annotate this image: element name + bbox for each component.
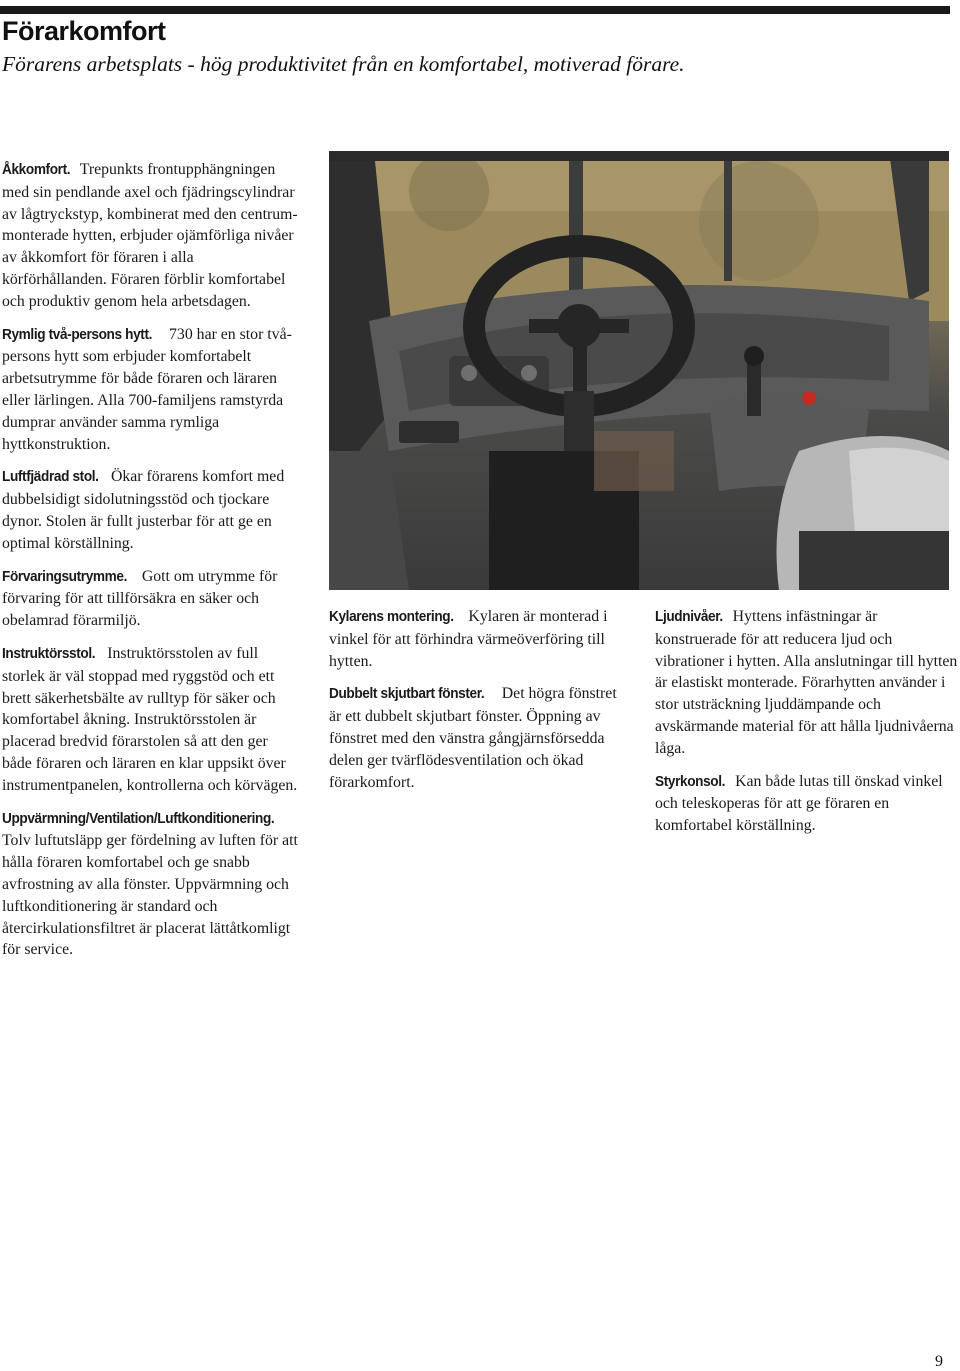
section-heading: Styrkonsol.: [655, 773, 726, 790]
section-text: Gott om utrymme för förvaring för att tillförsäkra en säker och obelamrad förarmiljö.: [2, 567, 278, 630]
section-text: Trepunkts frontupphängningen med sin pendlande axel och fjädringscylindrar av lågtryckstyp, kombinerat med den centrum-monterade hytten, erbjuder ojämförliga nivåer av åkkomfort för föraren i alla körförhållanden. Föraren förblir komfortabel och produktiv genom hela arbetsdagen.: [2, 161, 298, 310]
section-text: Det högra fönstret är ett dubbelt skjutbart fönster. Öppning av fönstret med den vänstra gångjärnsförsedda delen ger tvärflödesventilation och ökad förarkomfort.: [329, 685, 617, 791]
left-column: [2, 159, 298, 961]
section-heading: Uppvärmning/Ventilation/Luftkonditionering.: [2, 810, 275, 827]
page-subtitle: Förarens arbetsplats - hög produktivitet från en komfortabel, motiverad förare.: [2, 52, 685, 76]
section-styrkonsol: [655, 771, 960, 837]
section-skjutbart-fonster: [329, 683, 619, 793]
section-hvac: [2, 808, 298, 962]
page-number: 9: [935, 1353, 943, 1370]
header-rule: [0, 6, 950, 14]
section-akkomfort: [2, 159, 298, 313]
section-heading: Instruktörsstol.: [2, 645, 96, 662]
section-heading: Kylarens montering.: [329, 609, 454, 625]
section-heading: Luftfjädrad stol.: [2, 469, 99, 486]
section-instruktorsstol: [2, 643, 298, 797]
section-luftfjadrad-stol: [2, 466, 298, 554]
section-heading: Förvaringsutrymme.: [2, 568, 128, 585]
middle-column: [329, 606, 619, 793]
section-text: Hyttens infästningar är konstruerade för att reducera ljud och vibrationer i hytten. Alla anslutningar till hytten är elastiskt monterade. Förarhytten använder i stor utsträckning ljuddämpande och avskärmande material för att hålla ljudnivåerna låga.: [655, 608, 958, 757]
section-rymlig-hytt: [2, 324, 298, 456]
cab-interior-illustration: [329, 151, 949, 590]
cab-interior-photo: [329, 151, 949, 590]
section-heading: Dubbelt skjutbart fönster.: [329, 686, 485, 703]
section-text: Tolv luftutsläpp ger fördelning av luften för att hålla föraren komfortabel och ge snabb avfrostning av alla fönster. Uppvärmning och luftkonditionering är standard och återcirkulationsfiltret är placerat lättåtkomligt för service.: [2, 832, 298, 959]
section-text: 730 har en stor två-persons hytt som erbjuder komfortabelt arbetsutrymme för både föraren och läraren eller lärlingen. Alla 700-familjens ramstyrda dumprar använder samma rymliga hyttkonstruktion.: [2, 325, 292, 453]
section-heading: Ljudnivåer.: [655, 609, 723, 625]
section-kylarens-montering: [329, 606, 619, 672]
page-title: Förarkomfort: [2, 16, 166, 46]
section-text: Instruktörsstolen av full storlek är väl stoppad med ryggstöd och ett brett säkerhetsbälte av rulltyp för säker och komfortabel åkning. Instruktörsstolen är placerad bredvid förarstolen så att den ger både föraren och läraren en klar uppsikt över instrumentpanelen, kontrollerna och körvägen.: [2, 644, 298, 794]
section-forvaringsutrymme: [2, 566, 298, 632]
section-ljudnivaer: [655, 606, 960, 760]
section-text: Kylaren är monterad i vinkel för att förhindra värmeöverföring till hytten.: [329, 608, 608, 670]
right-column: [655, 606, 960, 837]
section-heading: Rymlig två-persons hytt.: [2, 326, 153, 343]
section-heading: Åkkomfort.: [2, 162, 71, 178]
section-text: Kan både lutas till önskad vinkel och teleskoperas för att ge föraren en komfortabel körställning.: [655, 772, 943, 835]
section-text: Ökar förarens komfort med dubbelsidigt sidolutningsstöd och tjockare dynor. Stolen är fullt justerbar för att ge en optimal körställning.: [2, 468, 285, 552]
